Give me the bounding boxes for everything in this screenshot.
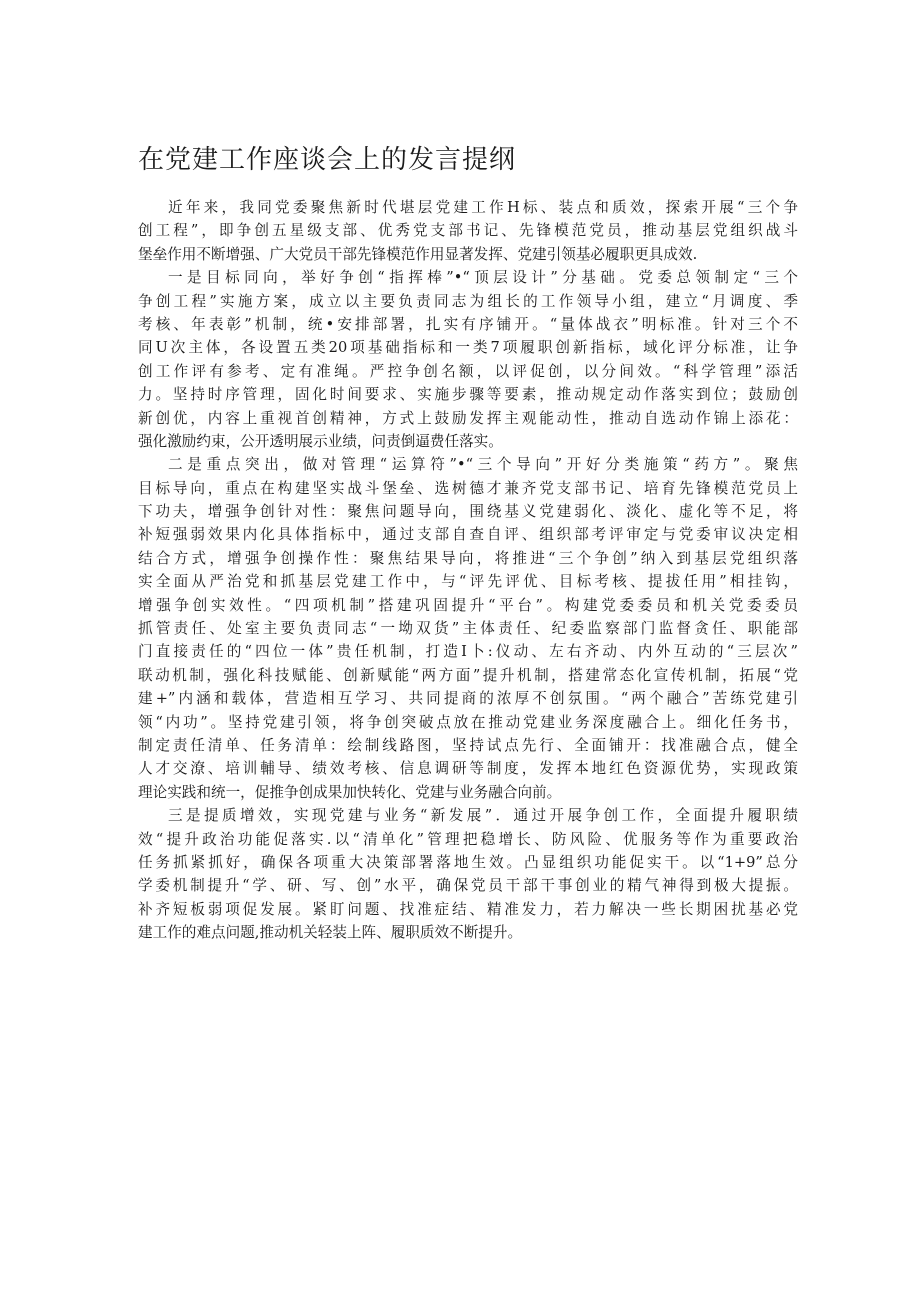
paragraph-line: 领“内功”。坚持党建引领，将争创突破点放在推动党建业务深度融合上。细化任务书， bbox=[138, 713, 798, 731]
paragraph-line: 创工作评有参考、定有准绳。严控争创名额，以评促创，以分间效。“科学管理”添活 bbox=[138, 362, 798, 380]
paragraph-line: 人才交潦、培训輔导、绩效考核、信息调研等制度，发挥本地红色资源优势，实现政策 bbox=[138, 760, 798, 778]
document-title: 在党建工作座谈会上的发言提纲 bbox=[138, 145, 517, 175]
paragraph-line: 补短强弱效果内化具体指标中，通过支部自查自评、组织部考评审定与党委审议决定相 bbox=[138, 526, 798, 544]
paragraph-line: 学委机制提升“学、研、写、创”水平，确保党员干部干事创业的精气神得到极大提振。 bbox=[138, 877, 798, 895]
paragraph-line: 实全面从严治党和抓基层党建工作中，与“评先评优、目标考核、提拔任用”相挂钩， bbox=[138, 573, 798, 591]
paragraph-line: 一是目标同向，举好争创“指挥棒”•“顶层设计”分基础。党委总领制定“三个 bbox=[168, 269, 798, 287]
paragraph-line: 同U次主体，各设置五类20项基础指标和一类7项履职创新指标，域化评分标准，让争 bbox=[138, 339, 798, 357]
paragraph-line: 创工程”，即争创五星级支部、优秀党支部书记、先锋模范党员，推动基层党组织战斗 bbox=[138, 222, 798, 240]
paragraph bbox=[138, 453, 798, 804]
paragraph-line: 三是提质增效，实现党建与业务“新发展”．通过开展争创工作，全面提升履职绩 bbox=[168, 807, 798, 825]
paragraph-line: 强化激励约束，公开透明展示业绩，问责倒逼费任落实。 bbox=[138, 432, 503, 450]
paragraph-line: 补齐短板弱项促发展。紧盯问题、找准症结、精准发力，若力解决一些长期困扰基必党 bbox=[138, 900, 798, 918]
paragraph-line: 争创工程”实施方案，成立以主要负责同志为组长的工作领导小组，建立“月调度、季 bbox=[138, 292, 798, 310]
paragraph-line: 增强争创实效性。“四项机制”搭建巩固提升“平台”。构建党委委员和机关党委委员 bbox=[138, 596, 798, 614]
paragraph bbox=[138, 266, 798, 453]
paragraph-line: 结合方式，增强争创操作性：聚焦结果导向，将推进“三个争创”纳入到基层党组织落 bbox=[138, 549, 798, 567]
paragraph-line: 建工作的难点问题,推动机关轻装上阵、履职质效不断提升。 bbox=[138, 924, 523, 942]
paragraph-line: 建+”内涵和载体，营造相互学习、共同提商的浓厚不创氛围。“两个融合”苦练党建引 bbox=[138, 690, 798, 708]
paragraph bbox=[138, 196, 798, 266]
paragraph-line: 目标导向，重点在构建坚实战斗堡垒、选树德才兼齐党支部书记、培育先锋模范党员上 bbox=[138, 479, 798, 497]
paragraph-line: 门直接责任的“四位一体”贵任机制，打造I卜:仪动、左右齐动、内外互动的“三层次” bbox=[138, 643, 798, 661]
paragraph-line: 二是重点突出，做对管理“运算符”•“三个导向”开好分类施策“药方”。聚焦 bbox=[168, 456, 798, 474]
paragraph-line: 效“提升政治功能促落实.以“清单化”管理把稳增长、防风险、优服务等作为重要政治 bbox=[138, 830, 798, 848]
paragraph bbox=[138, 804, 798, 944]
paragraph-line: 考核、年表彰”机制，统•安排部署，扎实有序铺开。“量体战衣”明标准。针对三个不 bbox=[138, 315, 798, 333]
paragraph-line: 力。坚持时序管理，固化时间要求、实施步骤等要素，推动规定动作落实到位；鼓励创 bbox=[138, 386, 798, 404]
paragraph-line: 下功夫，增强争创针对性：聚焦问题导向，围绕基义党建弱化、淡化、虚化等不足，将 bbox=[138, 503, 798, 521]
paragraph-line: 堡垒作用不断增强、广大党员干部先锋模范作用显著发挥、党建引领基必履职更具成效. bbox=[138, 245, 698, 263]
paragraph-line: 理论实践和统一，促推争创成果加快转化、党建与业务融合向前。 bbox=[138, 783, 562, 801]
paragraph-line: 任务抓紧抓好，确保各项重大决策部署落地生效。凸显组织功能促实干。以“1+9”总分 bbox=[138, 853, 798, 871]
paragraph-line: 近年来，我同党委聚焦新时代堪层党建工作H标、装点和质效，探索开展“三个争 bbox=[168, 199, 798, 216]
paragraph-line: 抓管责任、处室主要负责同志“一坳双货”主体责任、纪委监察部门监督贪任、职能部 bbox=[138, 620, 798, 638]
document-body bbox=[138, 196, 798, 945]
paragraph-line: 联动机制，强化科技赋能、创新赋能“两方面”提升机制，搭建常态化宣传机制，拓展“党 bbox=[138, 666, 798, 684]
paragraph-line: 新创优，内容上重视首创精神，方式上鼓励发挥主观能动性，推动自选动作锦上添花： bbox=[138, 409, 798, 427]
paragraph-line: 制定责任清单、任务清单：绘制线路图，坚持试点先行、全面铺开：找准融合点，健全 bbox=[138, 736, 798, 754]
